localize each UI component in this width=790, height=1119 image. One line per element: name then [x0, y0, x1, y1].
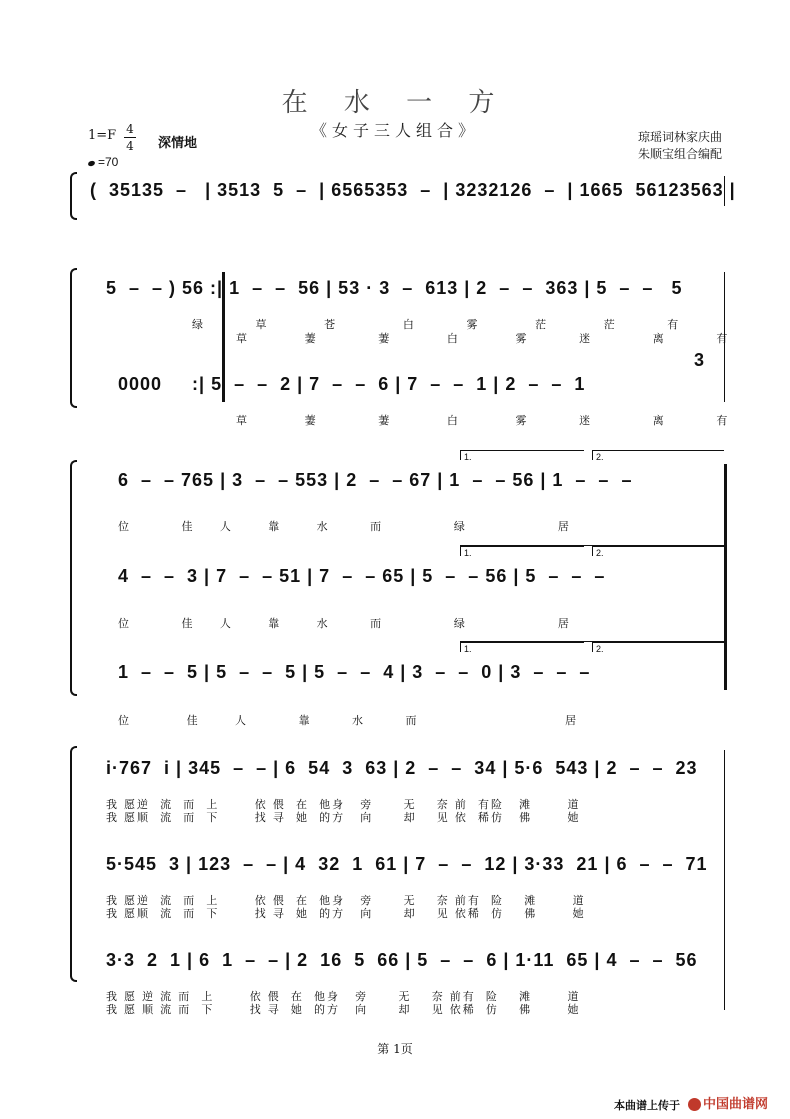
site-logo[interactable]: [688, 1093, 768, 1112]
volta-2: 2.: [592, 546, 724, 556]
credit-lyricist-composer: 琼瑶词林家庆曲: [637, 130, 722, 144]
volta-1: 1.: [460, 450, 584, 460]
lyrics-line: 我 愿逆 流 而 上 依 偎 在 他身 旁 无 奈 前有 险 滩 道: [106, 895, 586, 907]
lyrics-line: 绿 草 苍 白 雾 茫 茫 有: [192, 319, 681, 331]
score-line-voice1: 6 – – 765 | 3 – – 553 | 2 – – 67 | 1 – – 56 | 1 – – –: [118, 470, 633, 490]
system-bracket: [70, 172, 77, 220]
tempo-marking: [88, 155, 118, 169]
lyrics-line: 位 佳 人 靠 水 而 绿 居: [118, 618, 571, 630]
key-signature: 1=F: [88, 128, 117, 143]
score-line-voice1: i·767 i | 345 – – | 6 54 3 63 | 2 – – 34 | 5·6 543 | 2 – – 23: [106, 758, 698, 778]
system-bracket: [70, 460, 77, 696]
upload-note: 本曲谱上传于: [614, 1100, 680, 1112]
repeat-barline: [724, 464, 727, 690]
logo-icon: [688, 1098, 701, 1111]
volta-2: 2.: [592, 450, 724, 460]
score-line-voice3: 1 – – 5 | 5 – – 5 | 5 – – 4 | 3 – – 0 | 3 – – –: [118, 662, 591, 682]
score-line-voice2: 4 – – 3 | 7 – – 51 | 7 – – 65 | 5 – – 56 | 5 – – –: [118, 566, 606, 586]
score-line-voice3: 3·3 2 1 | 6 1 – – | 2 16 5 66 | 5 – – 6 | 1·11 65 | 4 – – 56: [106, 950, 698, 970]
lyrics-line: 位 佳 人 靠 水 而 居: [118, 715, 579, 727]
barline: [724, 750, 725, 1010]
page-number: 第 1页: [377, 1042, 413, 1056]
score-line-melody: 5 – – ) 56 :| 1 – – 56 | 53 · 3 – 613 | 2 – – 363 | 5 – – 5: [106, 278, 683, 298]
volta-2: 2.: [592, 642, 724, 652]
lyrics-line: 我 愿 逆 流 而 上 依 偎 在 他身 旁 无 奈 前有 险 滩 道: [106, 991, 581, 1003]
harmony-note: 3: [694, 350, 706, 370]
mood-marking: 深情地: [158, 135, 198, 150]
logo-text: 中国曲谱网: [702, 1096, 768, 1111]
tempo-value: =70: [98, 155, 119, 169]
time-signature: [124, 122, 136, 153]
volta-1: 1.: [460, 546, 584, 556]
system-bracket: [70, 268, 77, 408]
lyrics-line: 我 愿顺 流 而 下 找 寻 她 的方 向 却 见 依稀 仿 佛 她: [106, 908, 586, 920]
lyrics-line: 我 愿 顺 流 而 下 找 寻 她 的方 向 却 见 依稀 仿 佛 她: [106, 1004, 581, 1016]
time-bottom: 4: [126, 139, 134, 153]
lyrics-line: 草 萋 萋 白 雾 迷 离 有: [236, 415, 730, 427]
credit-arranger: 朱顺宝组合编配: [637, 147, 722, 161]
lyrics-line: 我 愿逆 流 而 上 依 偎 在 他身 旁 无 奈 前 有险 滩 道: [106, 799, 581, 811]
time-top: 4: [126, 122, 134, 136]
quarter-note-icon: [87, 160, 95, 167]
system-bracket: [70, 746, 77, 982]
page-title: 在 水 一 方: [281, 88, 509, 118]
volta-1: 1.: [460, 642, 584, 652]
lyrics-line: 草 萋 萋 白 雾 迷 离 有: [236, 333, 730, 345]
lyrics-line: 位 佳 人 靠 水 而 绿 居: [118, 521, 571, 533]
page-subtitle: 《女子三人组合》: [310, 121, 479, 140]
score-line-harmony: 0000 :| 5 – – 2 | 7 – – 6 | 7 – – 1 | 2 – – 1: [118, 374, 586, 394]
lyrics-line: 我 愿顺 流 而 下 找 寻 她 的方 向 却 见 依 稀仿 佛 她: [106, 812, 581, 824]
score-line-intro: ( 35135 – | 3513 5 – | 6565353 – | 3232126 – | 1665 56123563 |: [90, 180, 736, 200]
score-line-voice2: 5·545 3 | 123 – – | 4 32 1 61 | 7 – – 12 | 3·33 21 | 6 – – 71: [106, 854, 708, 874]
